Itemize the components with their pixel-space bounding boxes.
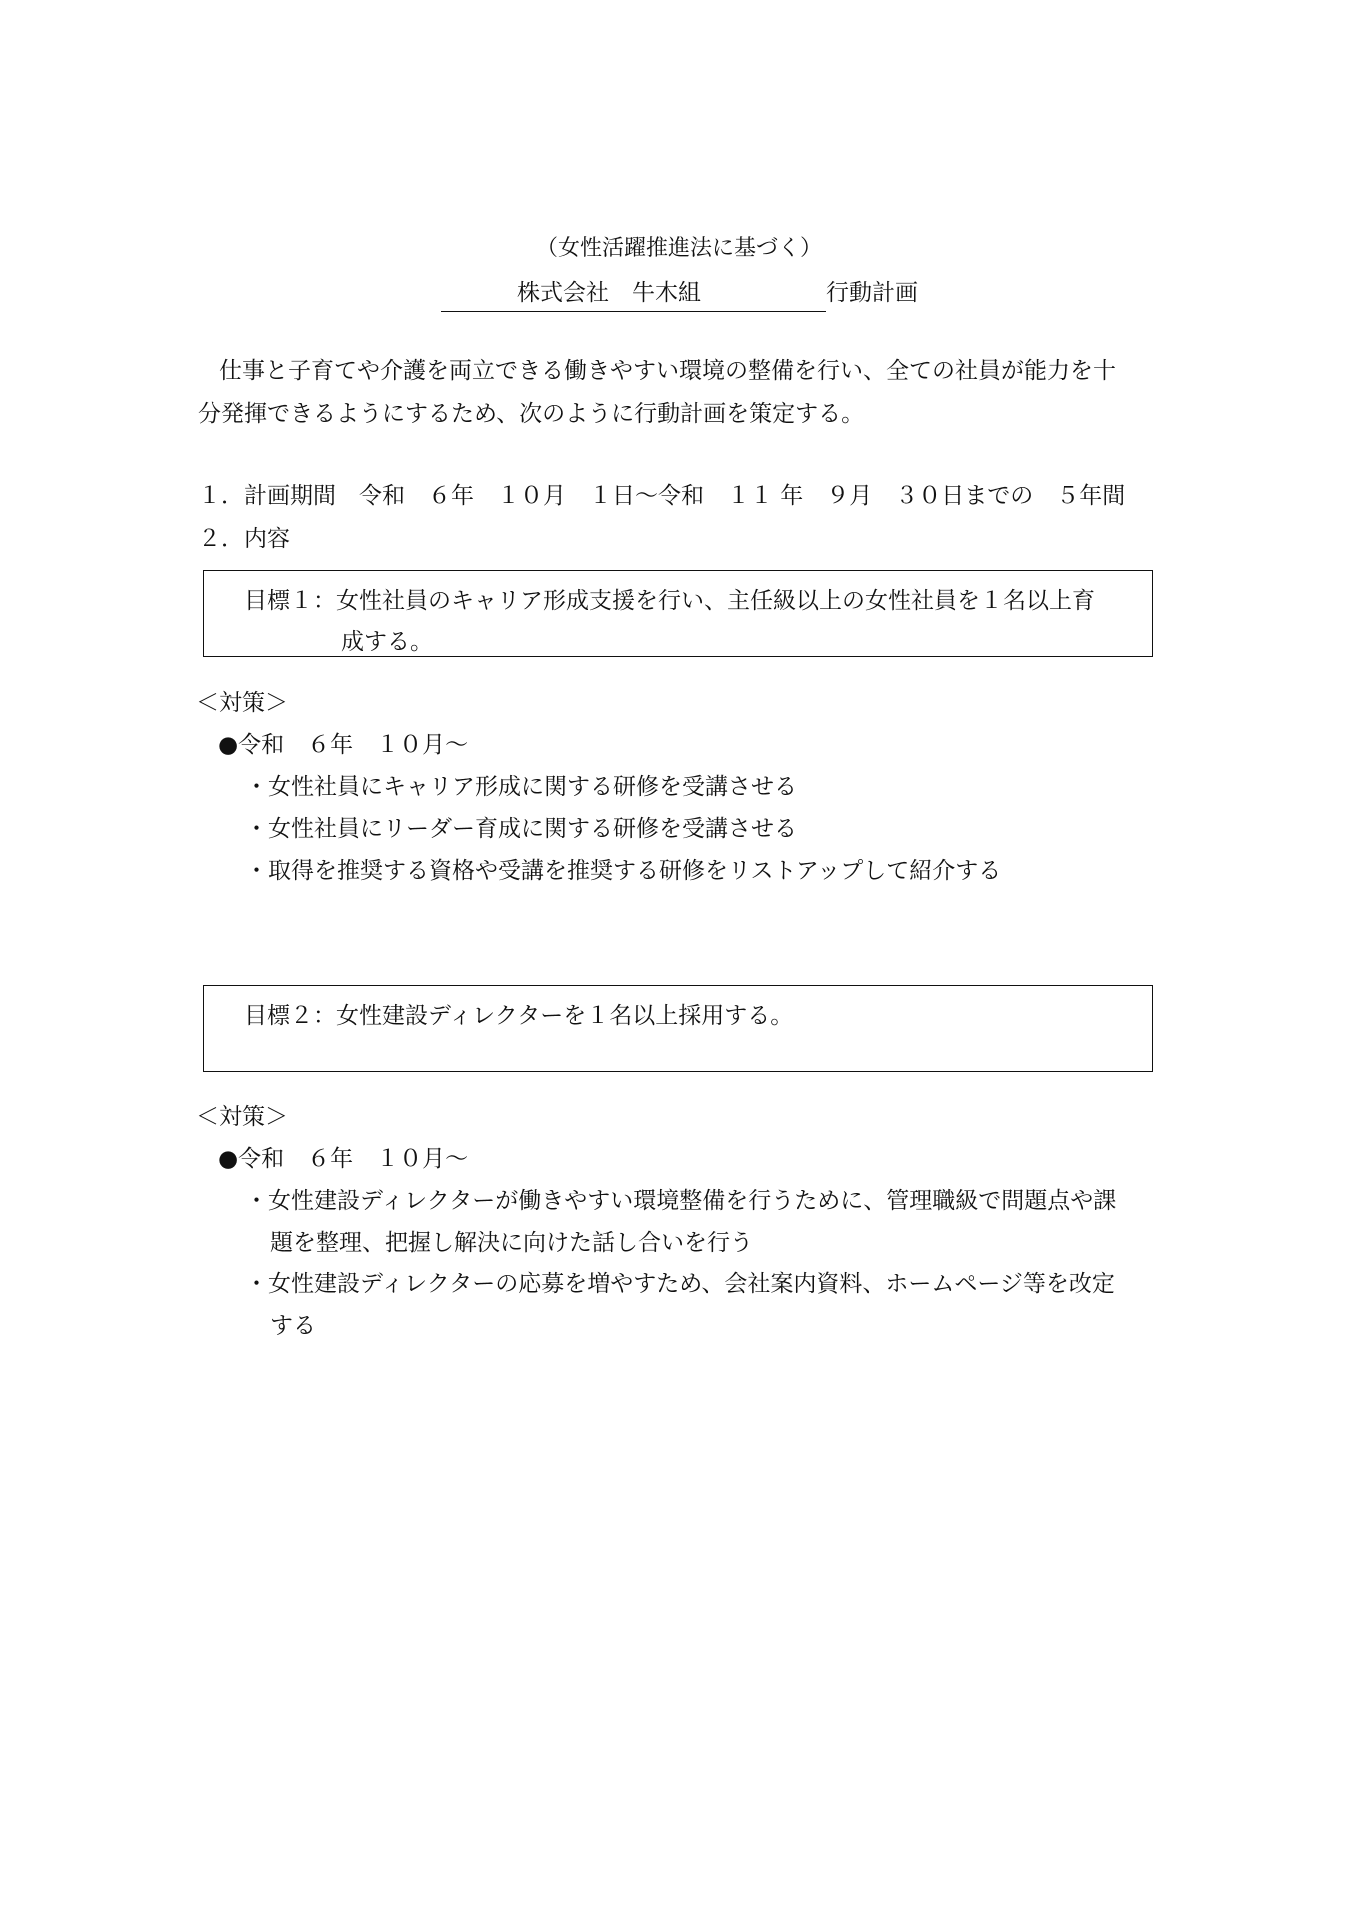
goal-2-measures-heading: ＜対策＞ bbox=[196, 1104, 288, 1130]
goal-1-measures-heading: ＜対策＞ bbox=[196, 690, 288, 716]
goal-1-box bbox=[203, 570, 1153, 657]
document-subtitle: （女性活躍推進法に基づく） bbox=[535, 236, 822, 261]
goal-2-line-1: 目標２：女性建設ディレクターを１名以上採用する。 bbox=[244, 1003, 794, 1029]
goal-2-box bbox=[203, 985, 1153, 1072]
company-name: 株式会社 牛木組 bbox=[517, 280, 701, 306]
goal-1-item-2: ・女性社員にリーダー育成に関する研修を受講させる bbox=[245, 816, 797, 842]
goal-2-item-1-line-1: ・女性建設ディレクターが働きやすい環境整備を行うために、管理職級で問題点や課 bbox=[245, 1188, 1117, 1214]
goal-1-item-3: ・取得を推奨する資格や受講を推奨する研修をリストアップして紹介する bbox=[245, 858, 1002, 884]
intro-line-2: 分発揮できるようにするため、次のように行動計画を策定する。 bbox=[198, 401, 865, 427]
intro-line-1: 仕事と子育てや介護を両立できる働きやすい環境の整備を行い、全ての社員が能力を十 bbox=[219, 358, 1116, 384]
goal-1-line-2: 成する。 bbox=[341, 629, 433, 655]
goal-2-timing: ●令和 ６年 １０月～ bbox=[218, 1146, 469, 1172]
goal-2-item-2-line-1: ・女性建設ディレクターの応募を増やすため、会社案内資料、ホームページ等を改定 bbox=[245, 1271, 1115, 1297]
goal-2-item-1-line-2: 題を整理、把握し解決に向けた話し合いを行う bbox=[270, 1230, 753, 1256]
content-heading: ２．内容 bbox=[198, 526, 290, 552]
goal-1-line-1: 目標１：女性社員のキャリア形成支援を行い、主任級以上の女性社員を１名以上育 bbox=[244, 588, 1095, 614]
goal-1-timing: ●令和 ６年 １０月～ bbox=[218, 732, 469, 758]
plan-period: １．計画期間 令和 ６年 １０月 １日～令和 １１ 年 ９月 ３０日までの ５年間 bbox=[198, 483, 1126, 509]
goal-2-item-2-line-2: する bbox=[270, 1313, 316, 1339]
company-name-underlined bbox=[441, 282, 826, 312]
goal-2-text bbox=[244, 996, 1124, 1037]
goal-1-item-1: ・女性社員にキャリア形成に関する研修を受講させる bbox=[245, 774, 797, 800]
title-suffix: 行動計画 bbox=[826, 280, 918, 306]
goal-1-text bbox=[244, 581, 1124, 663]
